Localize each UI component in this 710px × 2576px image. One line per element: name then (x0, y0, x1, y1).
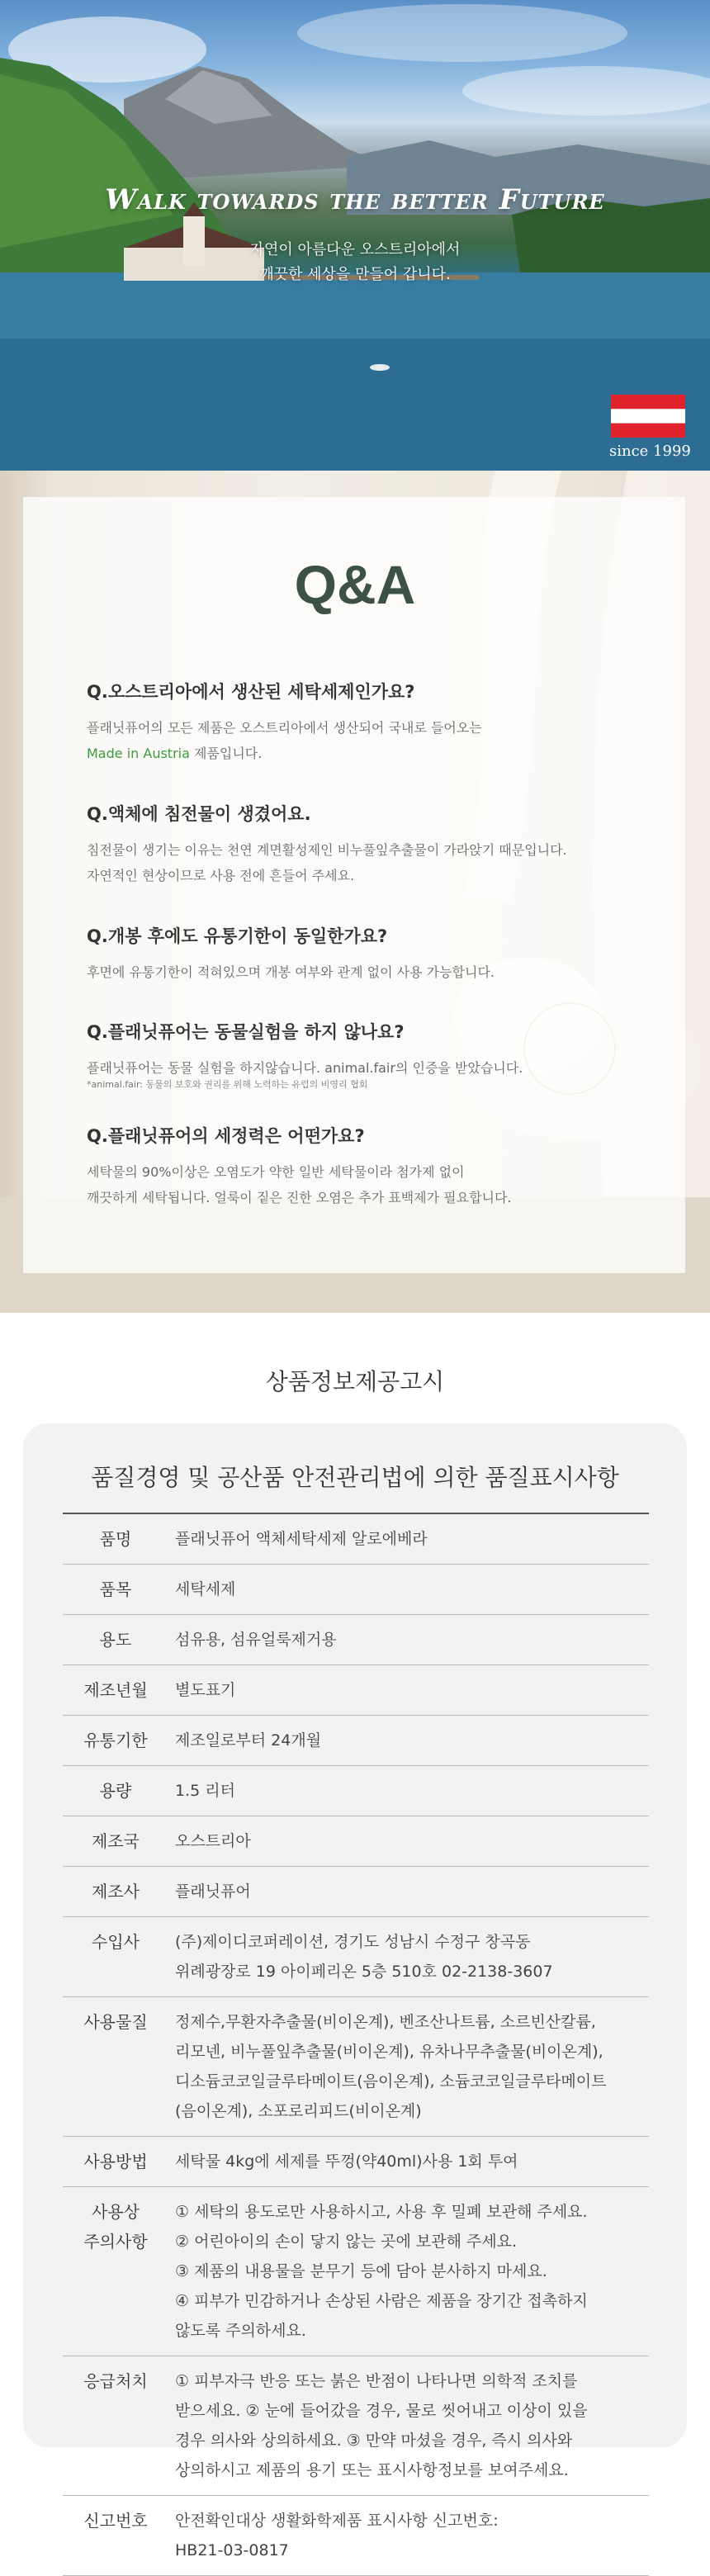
spec-row (63, 1917, 649, 1997)
qa-item (87, 1123, 665, 1210)
hero-banner (0, 0, 710, 471)
spec-label: 제조사 (92, 1882, 140, 1901)
spec-value: 오스트리아 (175, 1832, 251, 1850)
spec-value: 세탁세제 (175, 1580, 236, 1598)
qa-answer-line: 세탁물의 90%이상은 오염도가 약한 일반 세탁물이라 첨가제 없이 (87, 1164, 465, 1180)
qa-answer-line: 자연적인 현상이므로 사용 전에 흔들어 주세요. (87, 868, 355, 883)
spec-label: 사용상 주의사항 (83, 2202, 148, 2252)
qa-question: Q.플래닛퓨어의 세정력은 어떤가요? (87, 1126, 365, 1146)
qa-item (87, 801, 665, 888)
spec-label: 용도 (99, 1630, 132, 1650)
spec-label: 신고번호 (83, 2511, 148, 2531)
spec-label: 사용방법 (83, 2152, 148, 2171)
hero-subtitle-line2: 깨끗한 세상을 만들어 갑니다. (259, 266, 451, 283)
spec-row (63, 1565, 649, 1615)
spec-row (63, 2496, 649, 2576)
qa-question: Q.액체에 침전물이 생겼어요. (87, 804, 311, 824)
spec-label: 유통기한 (83, 1731, 148, 1750)
spec-label: 품명 (99, 1529, 132, 1549)
spec-value: 정제수,무환자추출물(비이온계), 벤조산나트륨, 소르빈산칼륨, 리모넨, 비누풀잎추출물(비이온계), 유차나무추출물(비이온계), 디소듐코코일글루타메이트(음이온계), 소듐코코일글루타메이트 (음이온계), 소포로리피드(비이온계) (175, 2013, 607, 2120)
spec-value: 안전확인대상 생활화학제품 표시사항 신고번호: HB21-03-0817 (175, 2512, 499, 2559)
qa-answer-line: 침전물이 생기는 이유는 천연 계면활성제인 비누풀잎추출물이 가라앉기 때문입니다. (87, 842, 567, 858)
spec-row (63, 1997, 649, 2137)
qa-answer-line: 플래닛퓨어는 동물 실험을 하지않습니다. animal.fair의 인증을 받았습니다. (87, 1060, 523, 1076)
spec-label: 용량 (99, 1781, 132, 1801)
qa-section (0, 471, 710, 1313)
qa-question: Q.플래닛퓨어는 동물실험을 하지 않나요? (87, 1022, 405, 1042)
spec-value: (주)제이디코퍼레이션, 경기도 성남시 수정구 창곡동 위례광장로 19 아이페리온 5층 510호 02-2138-3607 (175, 1933, 553, 1981)
qa-footnote: *animal.fair: 동물의 보호와 권리를 위해 노력하는 유럽의 비영리 협회 (87, 1079, 368, 1090)
lake-landscape-image (0, 0, 710, 471)
spec-row (63, 2137, 649, 2187)
made-in-austria-highlight: Made in Austria (87, 746, 190, 761)
qa-title: Q&A (294, 554, 416, 615)
spec-row (63, 1513, 649, 1565)
spec-table (63, 1513, 649, 2576)
qa-question: Q.오스트리아에서 생산된 세탁세제인가요? (87, 682, 415, 702)
qa-question: Q.개봉 후에도 유통기한이 동일한가요? (87, 926, 388, 946)
spec-value: 세탁물 4kg에 세제를 뚜껑(약40ml)사용 1회 투여 (175, 2152, 518, 2171)
spec-value: ① 피부자극 반응 또는 붉은 반점이 나타나면 의학적 조치를 받으세요. ② 눈에 들어갔을 경우, 물로 씻어내고 이상이 있을 경우 의사와 상의하세요. ③ 만약 마셨을 경우, 즉시 의사와 상의하시고 제품의 용기 또는 표시사항정보를 보여주세요. (175, 2372, 588, 2479)
spec-value: 플래닛퓨어 액체세탁세제 알로에베라 (175, 1530, 428, 1548)
spec-label: 제조년월 (83, 1680, 148, 1700)
qa-item (87, 923, 665, 985)
spec-row (63, 2187, 649, 2356)
qa-item (87, 1019, 665, 1091)
spec-value: 플래닛퓨어 (175, 1882, 251, 1901)
qa-answer-line: 후면에 유통기한이 적혀있으며 개봉 여부와 관계 없이 사용 가능합니다. (87, 964, 495, 980)
spec-row (63, 1665, 649, 1716)
quality-label-title: 품질경영 및 공산품 안전관리법에 의한 품질표시사항 (91, 1464, 619, 1491)
qa-answer-line: Made in Austria 제품입니다. (87, 746, 263, 761)
spec-value: 섬유용, 섬유얼룩제거용 (175, 1631, 337, 1649)
spec-label: 제조국 (92, 1831, 140, 1851)
hero-subtitle-line1: 자연이 아름다운 오스트리아에서 (249, 241, 461, 258)
spec-label: 품목 (99, 1579, 132, 1599)
spec-row (63, 1867, 649, 1917)
spec-label: 수입사 (92, 1932, 140, 1952)
spec-row (63, 1816, 649, 1867)
spec-row (63, 2356, 649, 2496)
quality-label-card (23, 1423, 687, 2559)
product-info-section (0, 1313, 710, 2559)
spec-label: 사용물질 (83, 2012, 148, 2032)
spec-row (63, 1716, 649, 1766)
spec-value: 제조일로부터 24개월 (175, 1731, 322, 1750)
qa-item (87, 679, 665, 766)
since-label: since 1999 (609, 443, 691, 460)
spec-value: 1.5 리터 (175, 1782, 235, 1800)
product-info-heading: 상품정보제공고시 (265, 1368, 445, 1395)
spec-row (63, 1766, 649, 1816)
spec-label: 응급처치 (83, 2371, 148, 2391)
qa-answer-line: 깨끗하게 세탁됩니다. 얼룩이 짙은 진한 오염은 추가 표백제가 필요합니다. (87, 1190, 512, 1205)
hero-title: Walk towards the better Future (105, 183, 605, 216)
qa-answer-line: 플래닛퓨어의 모든 제품은 오스트리아에서 생산되어 국내로 들어오는 (87, 720, 482, 736)
spec-value: ① 세탁의 용도로만 사용하시고, 사용 후 밀폐 보관해 주세요. ② 어린아이의 손이 닿지 않는 곳에 보관해 주세요. ③ 제품의 내용물을 분무기 등에 담아 분사하지 마세요. ④ 피부가 민감하거나 손상된 사람은 제품을 장기간 접촉하지 않도록 주의하세요. (175, 2203, 588, 2340)
spec-row (63, 1615, 649, 1665)
austria-flag-icon (611, 395, 685, 438)
spec-value: 별도표기 (175, 1681, 236, 1699)
